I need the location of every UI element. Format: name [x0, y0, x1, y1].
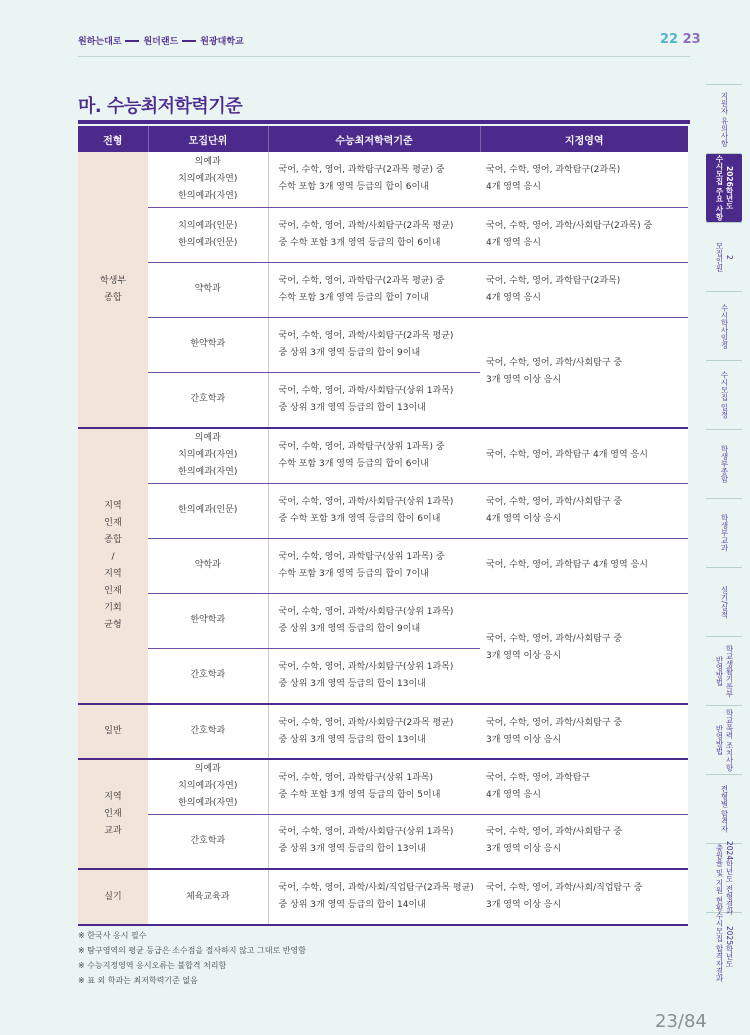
unit-label: 간호학과: [190, 394, 226, 405]
category-label: 일반: [104, 726, 122, 736]
unit-cell: [148, 207, 268, 262]
area-cell: [480, 538, 688, 593]
unit-cell: [148, 648, 268, 704]
unit-cell: [148, 759, 268, 814]
standard-cell: [268, 372, 480, 428]
standard-cell: [268, 869, 480, 925]
column-header: 수능최저학력기준: [268, 126, 480, 152]
table-row: [78, 759, 688, 814]
area-text: 국어, 수학, 영어, 과학탐구 4개 영역 응시: [486, 560, 648, 570]
standard-text: 국어, 수학, 영어, 과학탐구(상위 1과목) 중 수학 포함 3개 영역 등급의 합이 7이내: [278, 551, 445, 579]
standard-text: 국어, 수학, 영어, 과학/사회탐구(2과목 평균) 중 상위 3개 영역 등급의 합이 13이내: [278, 717, 454, 745]
table-row: [78, 593, 688, 648]
breadcrumb: [78, 34, 244, 47]
unit-label: 간호학과: [190, 835, 226, 846]
unit-label: 체육교육과: [186, 891, 230, 902]
unit-label: 의예과 치의예과(자연) 한의예과(자연): [178, 764, 238, 809]
area-cell: [480, 704, 688, 759]
category-cell: [78, 869, 148, 925]
unit-label: 약학과: [194, 560, 221, 570]
standard-cell: [268, 207, 480, 262]
side-tab[interactable]: [706, 774, 742, 843]
side-tab[interactable]: [706, 567, 742, 636]
side-tab-label: 학교생활기록부 반영방법: [715, 644, 734, 698]
breadcrumb-item: 원하는대로: [78, 37, 122, 47]
standard-cell: [268, 428, 480, 483]
side-tab-label: 학생부교과: [720, 514, 729, 552]
column-header: 모집단위: [148, 126, 268, 152]
category-cell: [78, 428, 148, 704]
standard-cell: [268, 317, 480, 372]
area-text: 국어, 수학, 영어, 과학/사회탐구 중 3개 영역 이상 응시: [486, 717, 623, 745]
area-cell: [480, 759, 688, 814]
footnote: ※ 수능지정영역 응시오류는 불합격 처리함: [78, 961, 227, 970]
header-divider: [78, 56, 690, 57]
category-label: 실기: [104, 891, 122, 902]
side-tab[interactable]: [706, 291, 742, 360]
area-text: 국어, 수학, 영어, 과학/사회탐구(2과목) 중 4개 영역 응시: [486, 220, 653, 248]
column-header: 지정영역: [480, 126, 688, 152]
side-tab-label: 2024학년도 전형결과 충원율 및 지원 현황: [715, 841, 734, 915]
area-cell: [480, 152, 688, 207]
breadcrumb-item: 원광대학교: [200, 37, 244, 47]
table-row: [78, 317, 688, 372]
standard-cell: [268, 759, 480, 814]
section-title: 마. 수능최저학력기준: [78, 96, 243, 117]
unit-label: 간호학과: [190, 726, 226, 736]
side-tab-label: 지원자 유의사항: [720, 91, 729, 147]
title-underline: [78, 120, 690, 124]
breadcrumb-separator: [182, 40, 196, 42]
area-text: 국어, 수학, 영어, 과학탐구(2과목) 4개 영역 응시: [486, 275, 621, 303]
unit-label: 한의예과(인문): [178, 505, 238, 515]
side-tab[interactable]: [706, 84, 742, 153]
page-number-left: 22: [660, 32, 679, 47]
side-tab-label: 전형별 합격자: [720, 785, 729, 833]
side-tab[interactable]: [706, 636, 742, 705]
standard-cell: [268, 648, 480, 704]
page-number-right: 23: [682, 32, 701, 47]
unit-label: 한약학과: [190, 615, 226, 625]
area-cell: [480, 317, 688, 428]
table-row: [78, 483, 688, 538]
table-header-row: [78, 126, 688, 152]
area-text: 국어, 수학, 영어, 과학/사회탐구 중 4개 영역 이상 응시: [486, 496, 623, 524]
side-tab-label: 수시모집 일정: [720, 371, 729, 419]
standard-text: 국어, 수학, 영어, 과학탐구(2과목 평균) 중 수학 포함 3개 영역 등급의 합이 7이내: [278, 275, 445, 303]
unit-label: 약학과: [194, 284, 221, 294]
area-text: 국어, 수학, 영어, 과학/사회탐구 중 3개 영역 이상 응시: [486, 634, 623, 662]
unit-cell: [148, 262, 268, 317]
area-cell: [480, 814, 688, 869]
footnote: ※ 탐구영역의 평균 등급은 소수점을 절사하지 않고 그대로 반영함: [78, 946, 306, 955]
side-tab[interactable]: [706, 841, 742, 915]
area-text: 국어, 수학, 영어, 과학탐구 4개 영역 응시: [486, 772, 591, 800]
footnote: ※ 한국사 응시 필수: [78, 931, 147, 940]
side-index-tabs: [706, 84, 742, 981]
breadcrumb-separator: [125, 40, 139, 42]
side-tab[interactable]: [706, 360, 742, 429]
side-tab-label: 2025학년도 수시모집 합격자결과: [715, 912, 734, 982]
area-text: 국어, 수학, 영어, 과학탐구 4개 영역 응시: [486, 450, 648, 461]
unit-cell: [148, 593, 268, 648]
table-row: [78, 207, 688, 262]
standard-text: 국어, 수학, 영어, 과학탐구(상위 1과목) 중 수학 포함 3개 영역 등급의 합이 6이내: [278, 441, 445, 469]
unit-label: 한약학과: [190, 339, 226, 349]
unit-label: 간호학과: [190, 670, 226, 681]
table-row: [78, 538, 688, 593]
standard-text: 국어, 수학, 영어, 과학/사회탐구(상위 1과목) 중 상위 3개 영역 등급의 합이 13이내: [278, 385, 454, 413]
unit-cell: [148, 152, 268, 207]
side-tab[interactable]: [706, 705, 742, 774]
standard-cell: [268, 814, 480, 869]
unit-cell: [148, 869, 268, 925]
page-numbers: [660, 32, 701, 47]
viewer-page-indicator: 23/84: [655, 1011, 707, 1032]
side-tab-label: 2 모집인원: [715, 242, 734, 272]
category-label: 학생부 종합: [99, 275, 127, 303]
footnotes: [78, 928, 306, 988]
unit-label: 의예과 치의예과(자연) 한의예과(자연): [178, 156, 238, 201]
area-cell: [480, 262, 688, 317]
standard-cell: [268, 262, 480, 317]
side-tab-label: 학교폭력 조치사항 반영방법: [715, 708, 734, 772]
standard-text: 국어, 수학, 영어, 과학/사회탐구(상위 1과목) 중 수학 포함 3개 영역 등급의 합이 6이내: [278, 496, 454, 524]
table-row: [78, 262, 688, 317]
table-row: [78, 869, 688, 925]
table-row: [78, 428, 688, 483]
area-text: 국어, 수학, 영어, 과학/사회탐구 중 3개 영역 이상 응시: [486, 358, 623, 386]
table-row: [78, 814, 688, 869]
standard-text: 국어, 수학, 영어, 과학/사회탐구(2과목 평균) 중 상위 3개 영역 등급의 합이 9이내: [278, 330, 454, 358]
side-tab-active[interactable]: [706, 153, 742, 222]
standard-text: 국어, 수학, 영어, 과학/사회탐구(상위 1과목) 중 상위 3개 영역 등급의 합이 13이내: [278, 661, 454, 689]
unit-cell: [148, 483, 268, 538]
category-cell: [78, 152, 148, 428]
category-label: 지역 인재 종합 / 지역 인재 기회 균형: [104, 501, 122, 630]
unit-cell: [148, 372, 268, 428]
breadcrumb-item: 원더랜드: [143, 37, 179, 47]
standard-cell: [268, 538, 480, 593]
side-tab-label: 수시학사일정: [720, 303, 729, 349]
column-header: 전형: [78, 126, 148, 152]
area-text: 국어, 수학, 영어, 과학/사회탐구 중 3개 영역 이상 응시: [486, 827, 623, 855]
category-label: 지역 인재 교과: [104, 791, 122, 836]
table-row: [78, 704, 688, 759]
standard-text: 국어, 수학, 영어, 과학/사회탐구(2과목 평균) 중 수학 포함 3개 영역 등급의 합이 6이내: [278, 220, 454, 248]
standard-text: 국어, 수학, 영어, 과학/사회탐구(상위 1과목) 중 상위 3개 영역 등급의 합이 9이내: [278, 606, 454, 634]
side-tab-label: 실기/실적: [720, 585, 729, 619]
side-tab-label: 2026학년도 수시모집 주요 사항: [715, 155, 734, 221]
standard-text: 국어, 수학, 영어, 과학탐구(2과목 평균) 중 수학 포함 3개 영역 등급의 합이 6이내: [278, 165, 445, 193]
unit-cell: [148, 704, 268, 759]
unit-label: 의예과 치의예과(자연) 한의예과(자연): [178, 433, 238, 478]
area-cell: [480, 593, 688, 704]
area-cell: [480, 483, 688, 538]
side-tab[interactable]: [706, 912, 742, 981]
unit-cell: [148, 317, 268, 372]
standard-cell: [268, 483, 480, 538]
area-text: 국어, 수학, 영어, 과학탐구(2과목) 4개 영역 응시: [486, 165, 621, 193]
requirements-table: [78, 126, 688, 926]
table-row: [78, 152, 688, 207]
standard-cell: [268, 593, 480, 648]
area-cell: [480, 207, 688, 262]
side-tab[interactable]: [706, 498, 742, 567]
area-cell: [480, 869, 688, 925]
side-tab[interactable]: [706, 429, 742, 498]
category-cell: [78, 704, 148, 759]
area-cell: [480, 428, 688, 483]
standard-text: 국어, 수학, 영어, 과학탐구(상위 1과목) 중 수학 포함 3개 영역 등급의 합이 5이내: [278, 772, 441, 800]
standard-cell: [268, 704, 480, 759]
footnote: ※ 표 외 학과는 최저학력기준 없음: [78, 976, 198, 985]
standard-text: 국어, 수학, 영어, 과학/사회/직업탐구(2과목 평균) 중 상위 3개 영역 등급의 합이 14이내: [278, 883, 474, 910]
unit-cell: [148, 538, 268, 593]
unit-cell: [148, 428, 268, 483]
side-tab-label: 학생부종합: [720, 445, 729, 483]
area-text: 국어, 수학, 영어, 과학/사회/직업탐구 중 3개 영역 이상 응시: [486, 883, 643, 910]
unit-cell: [148, 814, 268, 869]
standard-cell: [268, 152, 480, 207]
unit-label: 치의예과(인문) 한의예과(인문): [178, 220, 238, 248]
standard-text: 국어, 수학, 영어, 과학/사회탐구(상위 1과목) 중 상위 3개 영역 등급의 합이 13이내: [278, 827, 454, 855]
side-tab[interactable]: [706, 222, 742, 291]
category-cell: [78, 759, 148, 869]
